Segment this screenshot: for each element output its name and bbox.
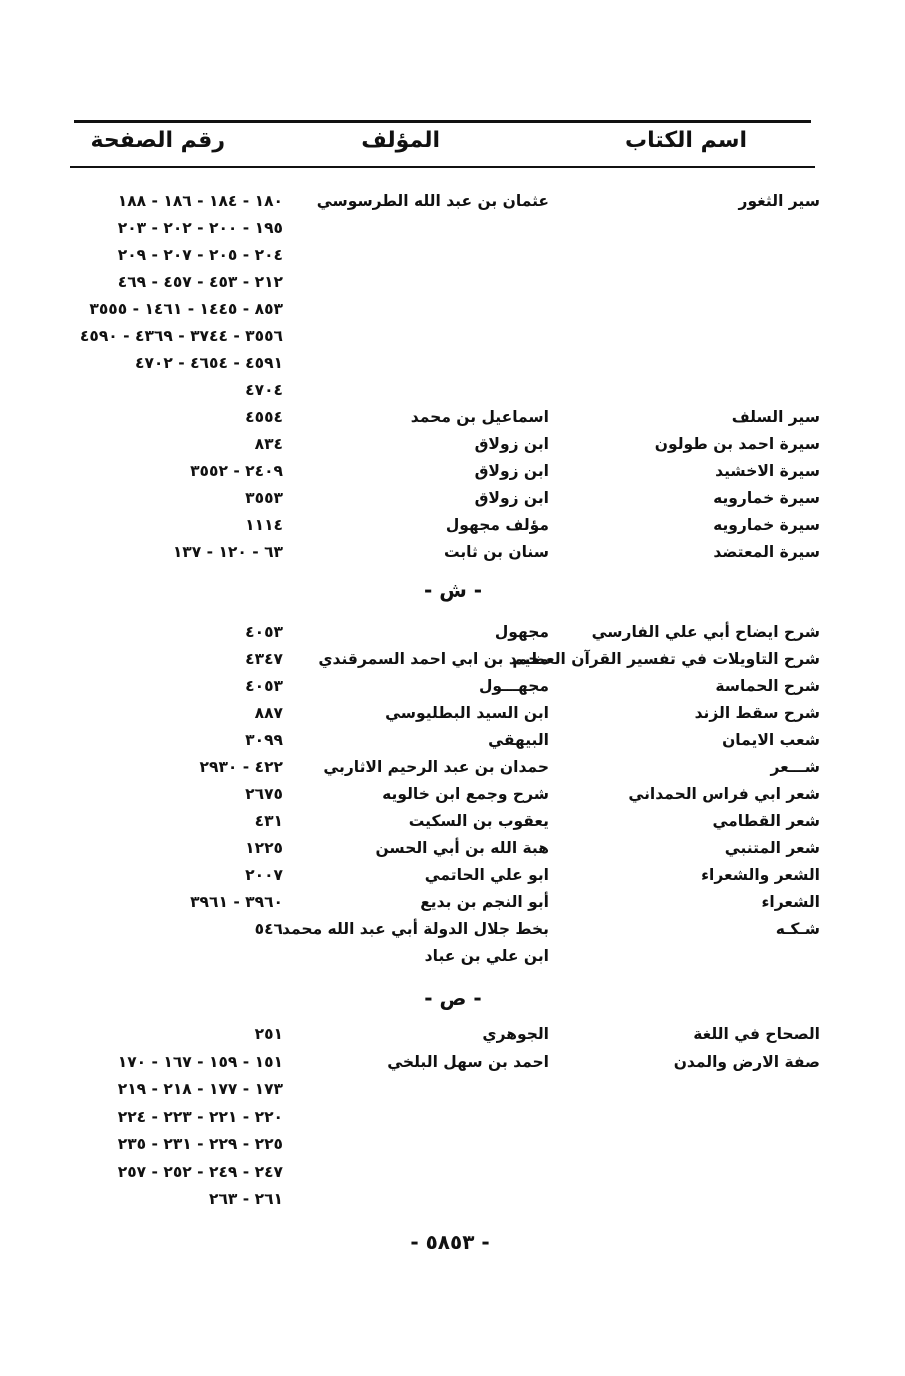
entry-book-title: صفة الارض والمدن bbox=[673, 1052, 820, 1071]
entry-author: ابن زولاق bbox=[474, 435, 549, 453]
entry-page-numbers: ١٨٠ - ١٨٤ - ١٨٦ - ١٨٨ bbox=[117, 192, 283, 210]
entry-page-numbers: ٢٥١ bbox=[254, 1025, 283, 1043]
entry-page-numbers: ٣٠٩٩ bbox=[245, 731, 283, 749]
entry-page-numbers: ٢٤٠٩ - ٣٥٥٢ bbox=[190, 462, 283, 480]
entry-author: ابن علي بن عباد bbox=[424, 947, 549, 965]
entry-book-title: شرح ايضاح أبي علي الفارسي bbox=[591, 623, 820, 641]
header-page-number: رقم الصفحة bbox=[90, 128, 225, 153]
entry-book-title: شـكـه bbox=[775, 920, 820, 938]
entry-book-title: سيرة خمارويه bbox=[713, 489, 820, 507]
entry-author: الجوهري bbox=[482, 1025, 549, 1043]
entry-page-numbers: ١٧٣ - ١٧٧ - ٢١٨ - ٢١٩ bbox=[117, 1080, 283, 1098]
entry-page-numbers: ٣٥٥٣ bbox=[245, 489, 283, 507]
entry-author: هبة الله بن أبي الحسن bbox=[375, 839, 549, 857]
entry-page-numbers: ٤٣١ bbox=[254, 812, 283, 830]
entry-page-numbers: ٢٢٠ - ٢٢١ - ٢٢٣ - ٢٢٤ bbox=[117, 1107, 283, 1126]
entry-page-numbers: ٤٣٤٧ bbox=[245, 650, 283, 668]
entry-page-numbers: ٤٧٠٤ bbox=[245, 381, 283, 399]
entry-page-numbers: ٢٠٤ - ٢٠٥ - ٢٠٧ - ٢٠٩ bbox=[117, 246, 283, 264]
entry-author: مجهول bbox=[494, 623, 549, 641]
entry-book-title: شعر ابي فراس الحمداني bbox=[628, 785, 820, 803]
entry-page-numbers: ٢٦٧٥ bbox=[245, 785, 283, 803]
entry-page-numbers: ١٩٥ - ٢٠٠ - ٢٠٢ - ٢٠٣ bbox=[117, 219, 283, 237]
entry-author: مؤلف مجهول bbox=[445, 516, 549, 534]
entry-author: احمد بن سهل البلخي bbox=[387, 1052, 549, 1071]
entry-page-numbers: ٢٢٥ - ٢٢٩ - ٢٣١ - ٢٣٥ bbox=[117, 1135, 283, 1153]
entry-author: ابن السيد البطليوسي bbox=[385, 704, 549, 722]
entry-book-title: شعب الايمان bbox=[722, 731, 820, 749]
entry-author: يعقوب بن السكيت bbox=[408, 812, 549, 830]
entry-book-title: سيرة احمد بن طولون bbox=[654, 435, 820, 453]
entry-page-numbers: ٤٥٥٤ bbox=[245, 408, 283, 426]
header-rule bbox=[70, 166, 815, 168]
entry-book-title: شرح الحماسة bbox=[715, 677, 820, 695]
entry-page-numbers: ١١١٤ bbox=[245, 516, 283, 534]
entry-author: ابن زولاق bbox=[474, 462, 549, 480]
entry-book-title: سيرة الاخشيد bbox=[715, 462, 820, 480]
entry-page-numbers: ٢٤٧ - ٢٤٩ - ٢٥٢ - ٢٥٧ bbox=[117, 1162, 283, 1181]
entry-book-title: الشعر والشعراء bbox=[701, 866, 820, 884]
entry-book-title: شعر القطامي bbox=[712, 812, 820, 830]
entry-page-numbers: ٢٦١ - ٢٦٣ bbox=[208, 1190, 283, 1208]
entry-book-title: شـــعر bbox=[770, 758, 820, 776]
entry-page-numbers: ٨٨٧ bbox=[254, 704, 283, 722]
header-author: المؤلف bbox=[361, 128, 440, 153]
entry-author: ابو علي الحاتمي bbox=[424, 866, 549, 884]
entry-author: ابن زولاق bbox=[474, 489, 549, 507]
entry-page-numbers: ٣٩٦٠ - ٣٩٦١ bbox=[190, 893, 283, 911]
entry-book-title: سير الثغور bbox=[738, 192, 820, 210]
entry-author: اسماعيل بن محمد bbox=[410, 408, 549, 426]
entry-page-numbers: ١٥١ - ١٥٩ - ١٦٧ - ١٧٠ bbox=[117, 1052, 283, 1071]
entry-author: بخط جلال الدولة أبي عبد الله محمد bbox=[282, 920, 549, 938]
section-heading-sad: - ص - bbox=[424, 986, 482, 1010]
entry-book-title: شرح التاويلات في تفسير القرآن العظيم bbox=[512, 650, 820, 668]
entry-book-title: سيرة خمارويه bbox=[713, 516, 820, 534]
header-book-title: اسم الكتاب bbox=[624, 128, 747, 153]
entry-author: محمد بن ابي احمد السمرقندي bbox=[318, 650, 549, 668]
section-heading-sheen: - ش - bbox=[423, 578, 483, 602]
entry-page-numbers: ٢١٢ - ٤٥٣ - ٤٥٧ - ٤٦٩ bbox=[117, 273, 283, 291]
entry-page-numbers: ٣٥٥٦ - ٣٧٤٤ - ٤٣٦٩ - ٤٥٩٠ bbox=[79, 327, 283, 345]
entry-book-title: سيرة المعتضد bbox=[713, 543, 820, 561]
entry-book-title: شرح سقط الزند bbox=[694, 704, 820, 722]
entry-page-numbers: ٨٣٤ bbox=[254, 435, 283, 453]
page-number-footer: - ٥٨٥٣ - bbox=[410, 1230, 490, 1254]
entry-author: سنان بن ثابت bbox=[443, 543, 549, 561]
entry-book-title: شعر المتنبي bbox=[724, 839, 820, 857]
entry-page-numbers: ٤٢٢ - ٢٩٣٠ bbox=[199, 758, 283, 776]
entry-author: حمدان بن عبد الرحيم الاثاربي bbox=[323, 758, 549, 776]
entry-page-numbers: ١٢٢٥ bbox=[245, 839, 283, 857]
entry-page-numbers: ٦٣ - ١٢٠ - ١٣٧ bbox=[172, 543, 283, 561]
entry-page-numbers: ٥٤٦ bbox=[254, 920, 283, 938]
entry-page-numbers: ٢٠٠٧ bbox=[245, 866, 283, 884]
entry-author: عثمان بن عبد الله الطرسوسي bbox=[316, 192, 549, 210]
entry-author: مجهـــول bbox=[478, 677, 549, 695]
entry-author: البيهقي bbox=[488, 731, 549, 749]
entry-author: أبو النجم بن بديع bbox=[420, 893, 549, 911]
entry-book-title: الشعراء bbox=[761, 893, 820, 911]
entry-author: شرح وجمع ابن خالويه bbox=[382, 785, 549, 803]
entry-page-numbers: ٤٠٥٣ bbox=[245, 677, 283, 695]
entry-page-numbers: ٤٥٩١ - ٤٦٥٤ - ٤٧٠٢ bbox=[135, 354, 283, 372]
entry-book-title: سير السلف bbox=[731, 408, 820, 426]
top-rule bbox=[74, 120, 811, 123]
entry-book-title: الصحاح في اللغة bbox=[693, 1025, 820, 1043]
entry-page-numbers: ٤٠٥٣ bbox=[245, 623, 283, 641]
entry-page-numbers: ٨٥٣ - ١٤٤٥ - ١٤٦١ - ٣٥٥٥ bbox=[89, 300, 283, 318]
